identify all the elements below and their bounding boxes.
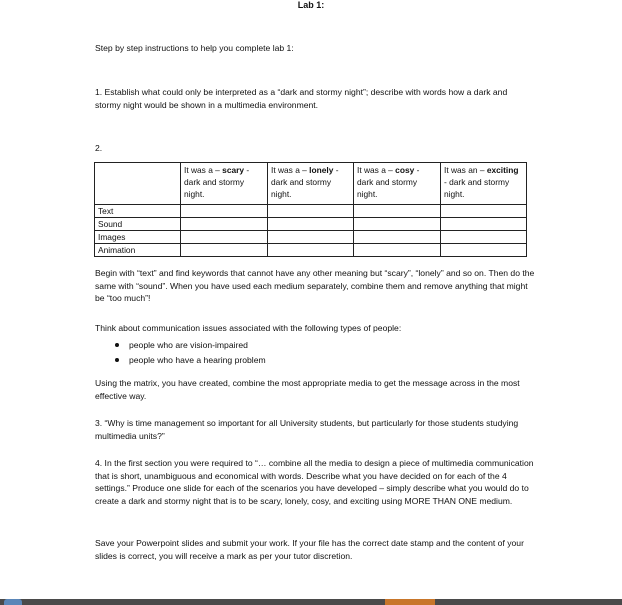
step-2-label: 2.: [95, 143, 103, 153]
bullet-text: people who have a hearing problem: [129, 355, 266, 365]
matrix-cell: [354, 205, 441, 218]
header-prefix: It was a –: [357, 165, 396, 175]
intro-paragraph: Step by step instructions to help you complete lab 1:: [95, 43, 294, 53]
matrix-header-exciting: [441, 163, 527, 205]
header-prefix: It was a –: [271, 165, 310, 175]
matrix-cell: [181, 218, 268, 231]
start-button[interactable]: [4, 599, 22, 605]
matrix-cell: [181, 231, 268, 244]
header-suffix: - dark and stormy night.: [184, 165, 250, 199]
active-taskbar-item[interactable]: [385, 599, 435, 605]
header-mood: exciting: [486, 165, 519, 175]
matrix-cell: [268, 231, 354, 244]
step-3-paragraph: 3. “Why is time management so important for all University students, but particularly for those students studying multimedia units?”: [95, 418, 519, 441]
keywords-paragraph: Begin with “text” and find keywords that cannot have any other meaning but “scary”, “lonely” and so on. Then do the same with “sound”. When you have used each medium separately, combine them and remove anything that might be “too much”!: [95, 268, 535, 303]
taskbar: [0, 599, 622, 605]
bullet-text: people who are vision-impaired: [129, 340, 248, 350]
header-mood: lonely: [309, 165, 334, 175]
matrix-header-row: [95, 163, 527, 205]
header-mood: scary: [222, 165, 245, 175]
save-paragraph: Save your Powerpoint slides and submit your work. If your file has the correct date stamp and the content of your slides is correct, you will receive a mark as per your tutor discretion.: [95, 538, 524, 561]
header-mood: cosy: [395, 165, 415, 175]
step-4-paragraph: 4. In the first section you were required to “… combine all the media to design a piece of multimedia communication that is short, unambiguous and economical with words. Describe what you have decided on for each of the 4 settings.” Produce one slide for each of the scenarios you have developed – simply describe what you would do to create a dark and stormy night that is to be scary, lonely, cosy, and exciting using MORE THAN ONE medium.: [95, 458, 534, 506]
think-paragraph: Think about communication issues associated with the following types of people:: [95, 323, 402, 333]
header-suffix: - dark and stormy night.: [271, 165, 339, 199]
matrix-cell: [354, 218, 441, 231]
matrix-header-cosy: [354, 163, 441, 205]
matrix-corner-cell: [95, 163, 181, 205]
step-1-paragraph: 1. Establish what could only be interpreted as a “dark and stormy night”; describe with words how a dark and stormy night would be shown in a multimedia environment.: [95, 87, 508, 110]
bullet-dot-icon: [115, 358, 119, 362]
matrix-cell: [354, 231, 441, 244]
matrix-cell: [268, 244, 354, 257]
matrix-cell: [441, 231, 527, 244]
matrix-paragraph: Using the matrix, you have created, combine the most appropriate media to get the message across in the most effective way.: [95, 378, 520, 401]
header-suffix: - dark and stormy night.: [357, 165, 420, 199]
matrix-cell: [441, 244, 527, 257]
matrix-row-label: Sound: [95, 218, 181, 231]
matrix-row-label: Text: [95, 205, 181, 218]
matrix-row-animation: [95, 244, 527, 257]
header-prefix: It was an –: [444, 165, 487, 175]
matrix-header-lonely: [268, 163, 354, 205]
people-bullet-list: [115, 338, 515, 368]
matrix-cell: [441, 205, 527, 218]
matrix-cell: [441, 218, 527, 231]
matrix-cell: [354, 244, 441, 257]
matrix-cell: [181, 244, 268, 257]
page-title: Lab 1:: [297, 0, 325, 10]
matrix-header-scary: [181, 163, 268, 205]
matrix-cell: [268, 205, 354, 218]
matrix-row-label: Images: [95, 231, 181, 244]
bullet-dot-icon: [115, 343, 119, 347]
matrix-row-images: [95, 231, 527, 244]
matrix-cell: [181, 205, 268, 218]
matrix-row-text: [95, 205, 527, 218]
bullet-hearing-problem: [115, 353, 515, 368]
bullet-vision-impaired: [115, 338, 515, 353]
header-prefix: It was a –: [184, 165, 223, 175]
matrix-cell: [268, 218, 354, 231]
matrix-row-sound: [95, 218, 527, 231]
media-matrix-table: [94, 162, 527, 257]
header-suffix: - dark and stormy night.: [444, 177, 510, 199]
matrix-row-label: Animation: [95, 244, 181, 257]
